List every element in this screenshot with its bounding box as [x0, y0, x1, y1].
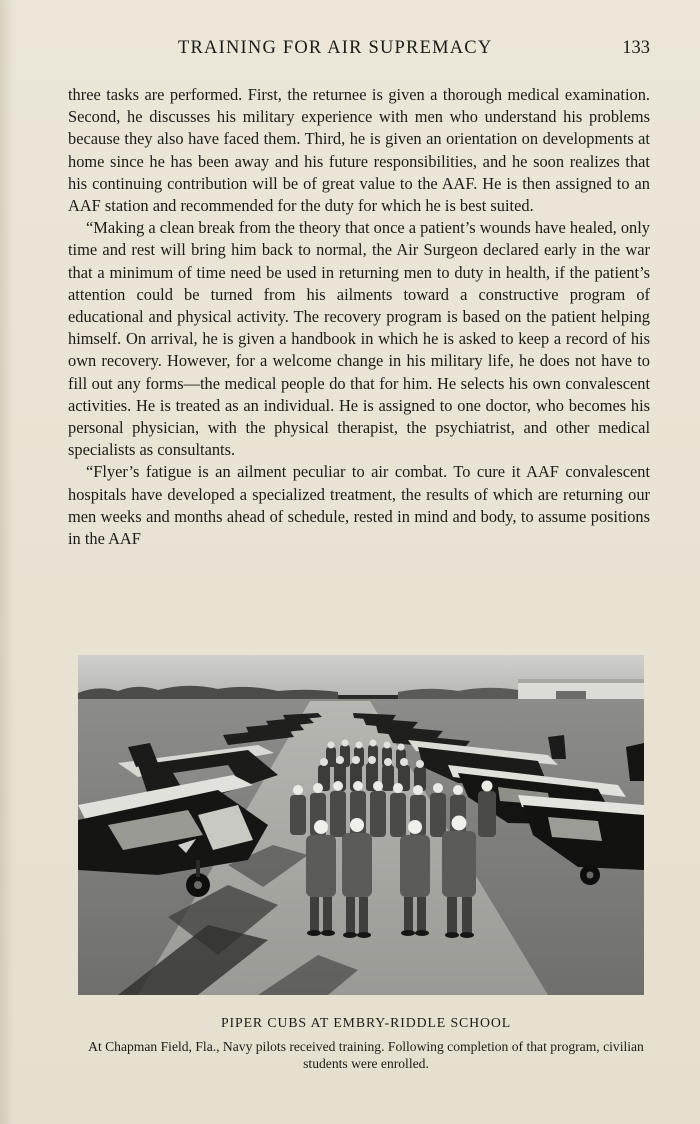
- paragraph: three tasks are performed. First, the returnee is given a thorough medical examination. Second, he discusses his military experience with men who understand his problems because they also have faced them. Third, he is given an orientation on developments at home since he has been away and his future responsibilities, and he soon realizes that his continuing contribution will be of great value to the AAF. He is then assigned to an AAF station and recommended for the duty for which he is best suited.: [68, 85, 650, 216]
- paragraph: “Making a clean break from the theory that once a patient’s wounds have healed, only time and rest will bring him back to normal, the Air Surgeon declared early in the war that a minimum of time need be used in returning men to duty in health, if the patient’s attention could be turned from his ailments toward a constructive program of educational and physical activity. The recovery program is based on the patient helping himself. On arrival, he is given a handbook in which he is asked to keep a record of his own recovery. However, for a welcome change in his military life, he does not have to fill out any forms—the medical people do that for him. He selects his own convalescent activities. He is treated as an individual. He is assigned to one doctor, who becomes his personal physician, with the physical therapist, the psychiatrist, and other medical specialists as consultants.: [68, 218, 650, 460]
- photograph: [78, 655, 644, 995]
- page-header: [70, 38, 650, 62]
- page-number: 133: [622, 38, 650, 58]
- paragraph: “Flyer’s fatigue is an ailment peculiar to air combat. To cure it AAF convalescent hospitals have developed a specialized treatment, the results of which are returning our men weeks and months ahead of schedule, rested in mind and body, to assume positions in the AAF: [68, 462, 650, 549]
- running-title: TRAINING FOR AIR SUPREMACY: [178, 38, 493, 58]
- body-text: [68, 84, 650, 550]
- figure-title: PIPER CUBS AT EMBRY-RIDDLE SCHOOL: [220, 1015, 512, 1030]
- figure-caption: At Chapman Field, Fla., Navy pilots received training. Following completion of that program, civilian students were enrolled.: [88, 1039, 644, 1071]
